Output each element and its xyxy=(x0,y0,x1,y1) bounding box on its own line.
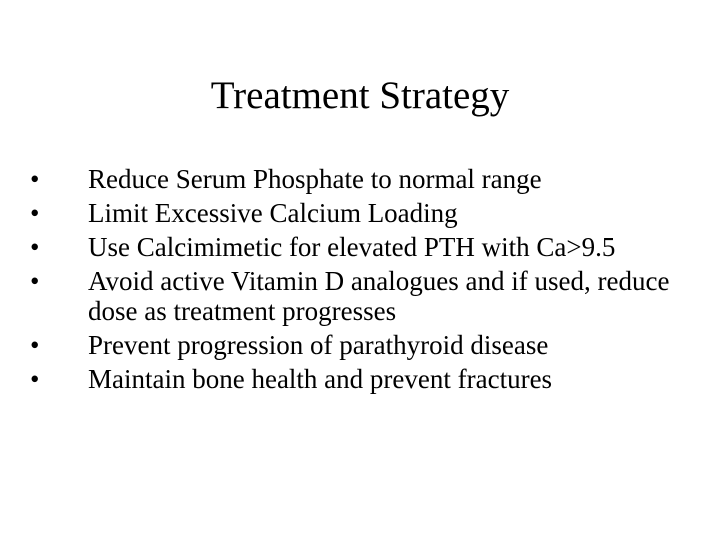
bullet-item xyxy=(30,198,700,228)
bullet-text: Prevent progression of parathyroid disease xyxy=(88,330,549,360)
bullet-item xyxy=(30,232,700,262)
bullet-text: Reduce Serum Phosphate to normal range xyxy=(88,164,542,194)
bullet-item xyxy=(30,364,700,394)
bullet-icon: • xyxy=(30,364,40,394)
bullet-icon: • xyxy=(30,198,40,228)
bullet-text: Avoid active Vitamin D analogues and if used, reduce dose as treatment progresses xyxy=(88,266,670,326)
bullet-icon: • xyxy=(30,330,40,360)
bullet-text: Limit Excessive Calcium Loading xyxy=(88,198,458,228)
bullet-item xyxy=(30,164,700,194)
bullet-icon: • xyxy=(30,232,40,262)
bullet-text: Maintain bone health and prevent fractures xyxy=(88,364,553,394)
bullet-item xyxy=(30,330,700,360)
bullet-text: Use Calcimimetic for elevated PTH with Ca>9.5 xyxy=(88,232,616,262)
bullet-list xyxy=(30,164,700,398)
bullet-item xyxy=(30,266,700,326)
bullet-icon: • xyxy=(30,164,40,194)
slide-title: Treatment Strategy xyxy=(210,74,510,117)
bullet-icon: • xyxy=(30,266,40,296)
